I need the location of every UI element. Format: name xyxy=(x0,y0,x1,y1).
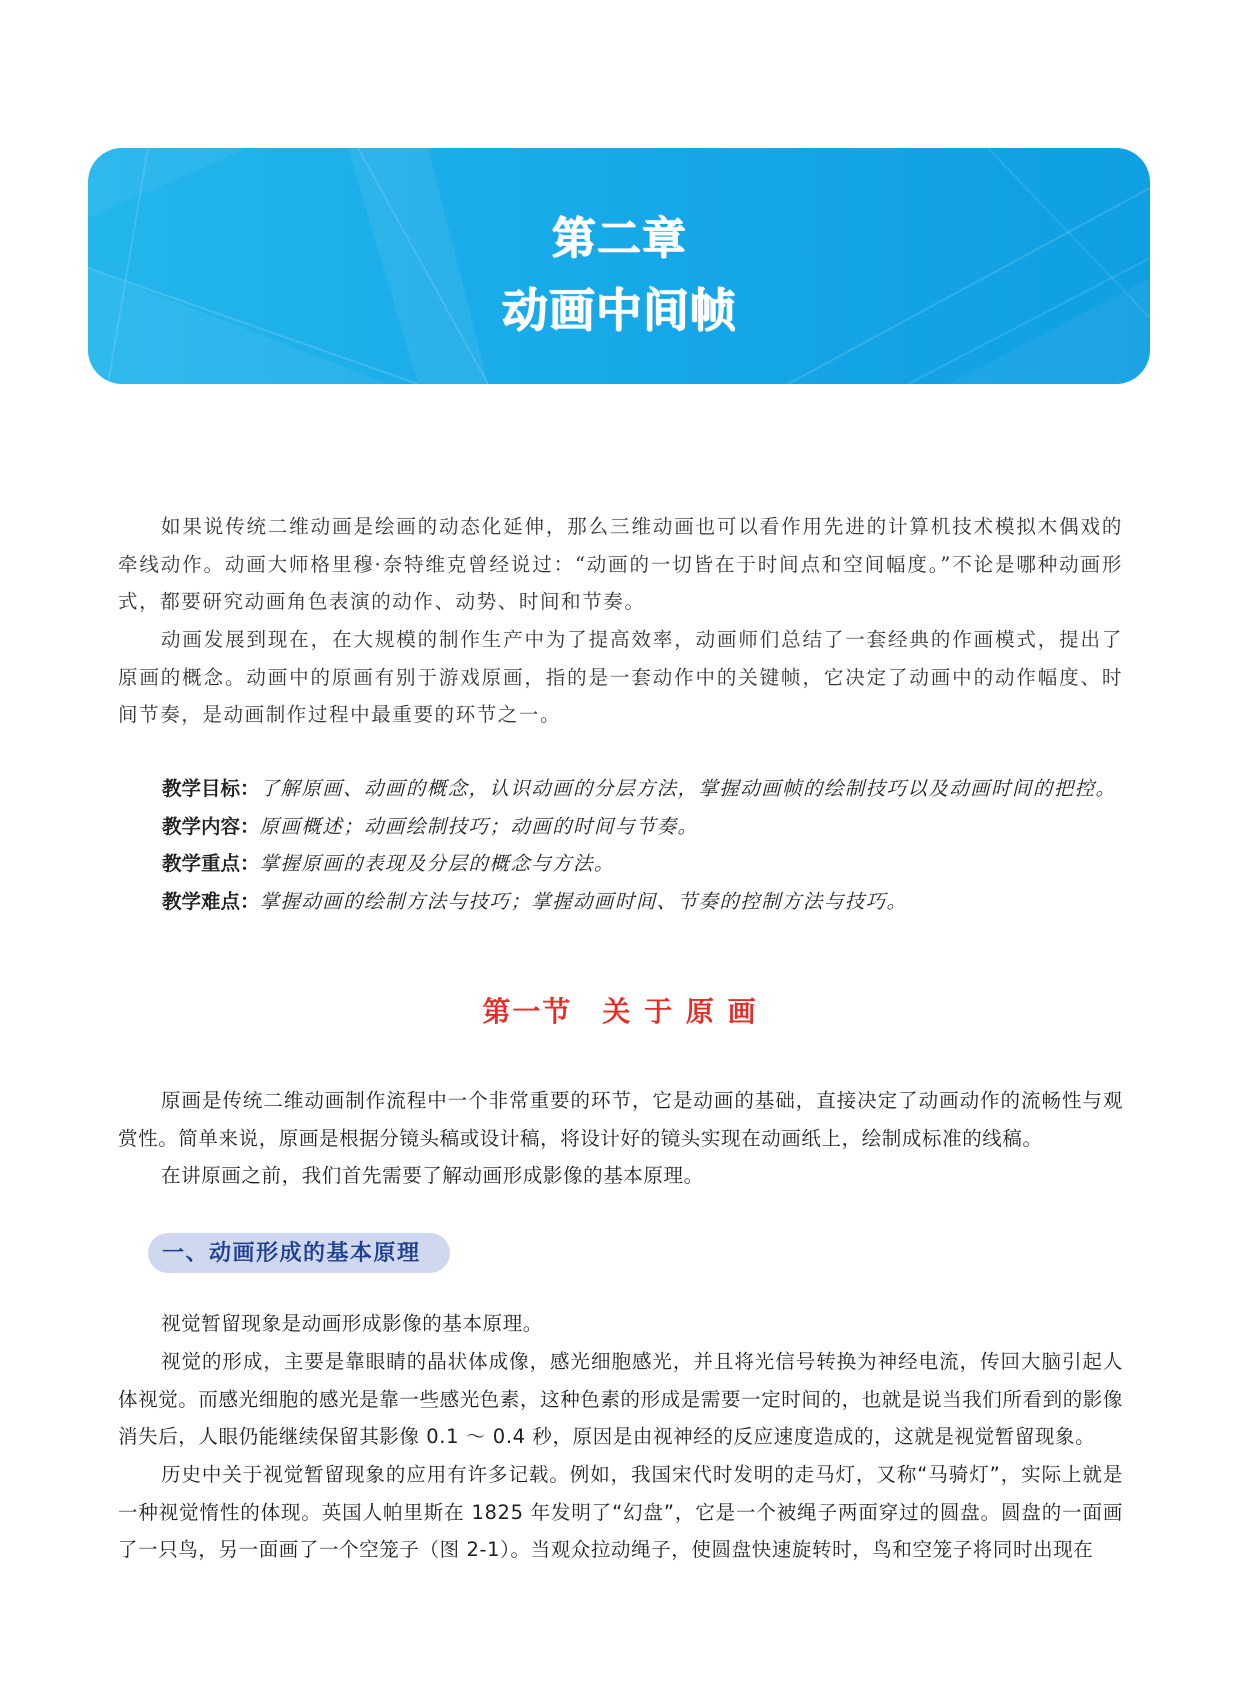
goal-text: 掌握原画的表现及分层的概念与方法。 xyxy=(259,852,615,875)
goal-label: 教学难点： xyxy=(162,889,260,913)
goal-item xyxy=(162,770,1116,808)
section-paragraph-2: 在讲原画之前，我们首先需要了解动画形成影像的基本原理。 xyxy=(161,1164,704,1187)
teaching-goals xyxy=(162,770,1116,920)
subsection-paragraph-2: 视觉的形成，主要是靠眼睛的晶状体成像，感光细胞感光，并且将光信号转换为神经电流，传回大脑引起人体视觉。而感光细胞的感光是靠一些感光色素，这种色素的形成是需要一定时间的，也就是说当我们所看到的影像消失后，人眼仍能继续保留其影像 0.1 ～ 0.4 秒，原因是由视神经的反应速度造成的，这就是视觉暂留现象。 xyxy=(118,1350,1124,1448)
goal-label: 教学目标： xyxy=(162,777,260,800)
banner-text xyxy=(88,148,1150,384)
intro-paragraph-1: 如果说传统二维动画是绘画的动态化延伸，那么三维动画也可以看作用先进的计算机技术模拟木偶戏的牵线动作。动画大师格里穆·奈特维克曾经说过：“动画的一切皆在于时间点和空间幅度。”不论是哪种动画形式，都要研究动画角色表演的动作、动势、时间和节奏。 xyxy=(118,515,1123,613)
goal-label: 教学内容： xyxy=(162,814,260,838)
goal-item xyxy=(162,808,1116,846)
goal-item xyxy=(162,883,1116,921)
subsection-title: 一、动画形成的基本原理 xyxy=(162,1240,421,1266)
goal-text: 掌握动画的绘制方法与技巧；掌握动画时间、节奏的控制方法与技巧。 xyxy=(259,889,908,913)
goal-item xyxy=(162,845,1116,883)
subsection-paragraph-3: 历史中关于视觉暂留现象的应用有许多记载。例如，我国宋代时发明的走马灯，又称“马骑灯”，实际上就是一种视觉惰性的体现。英国人帕里斯在 1825 年发明了“幻盘”，它是一个被绳子两面穿过的圆盘。圆盘的一面画了一只鸟，另一面画了一个空笼子（图 2-1）。当观众拉动绳子，使圆盘快速旋转时，鸟和空笼子将同时出现在 xyxy=(118,1463,1123,1561)
goal-label: 教学重点： xyxy=(162,852,260,875)
chapter-number: 第二章 xyxy=(551,213,687,264)
goal-text: 原画概述；动画绘制技巧；动画的时间与节奏。 xyxy=(259,814,699,838)
section-title: 第一节 关 于 原 画 xyxy=(482,995,758,1028)
goal-text: 了解原画、动画的概念，认识动画的分层方法，掌握动画帧的绘制技巧以及动画时间的把控。 xyxy=(259,777,1117,800)
subsection-paragraph-1: 视觉暂留现象是动画形成影像的基本原理。 xyxy=(161,1312,543,1335)
chapter-title: 动画中间帧 xyxy=(501,283,737,337)
chapter-banner xyxy=(88,148,1150,384)
section-paragraph-1: 原画是传统二维动画制作流程中一个非常重要的环节，它是动画的基础，直接决定了动画动作的流畅性与观赏性。简单来说，原画是根据分镜头稿或设计稿，将设计好的镜头实现在动画纸上，绘制成标准的线稿。 xyxy=(118,1089,1123,1150)
intro-paragraph-2: 动画发展到现在，在大规模的制作生产中为了提高效率，动画师们总结了一套经典的作画模式，提出了原画的概念。动画中的原画有别于游戏原画，指的是一套动作中的关键帧，它决定了动画中的动作幅度、时间节奏，是动画制作过程中最重要的环节之一。 xyxy=(118,628,1123,726)
